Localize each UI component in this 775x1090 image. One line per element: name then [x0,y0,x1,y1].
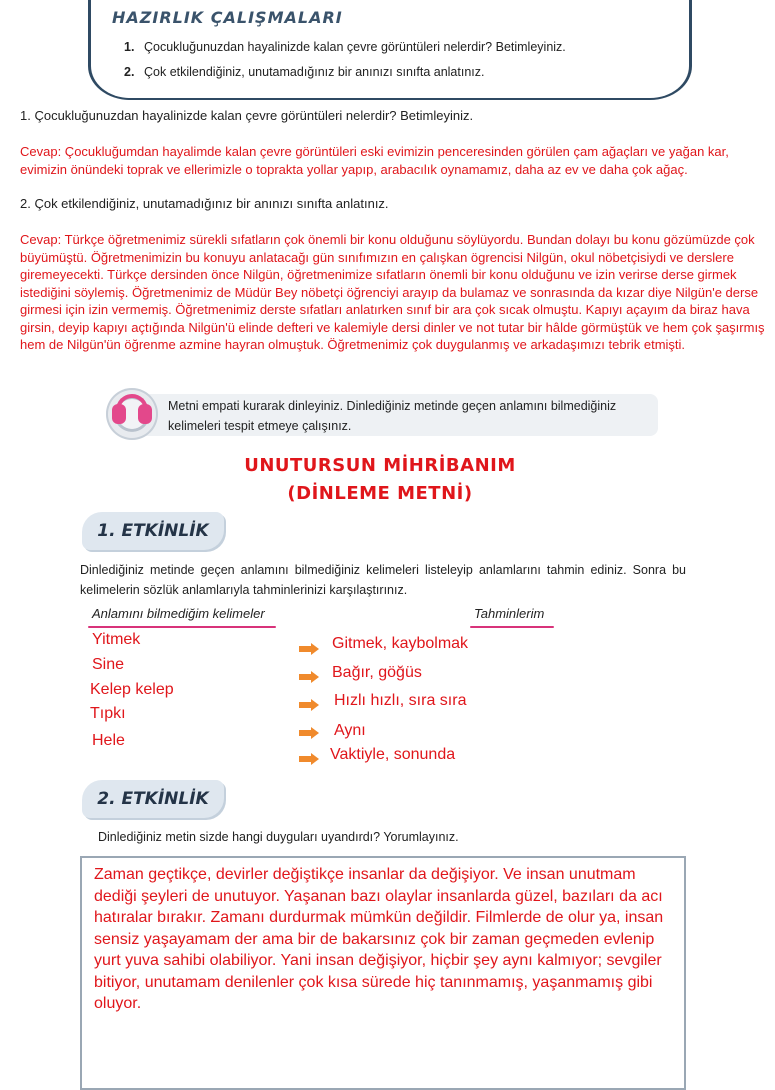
arrow-right-icon [298,752,320,766]
question-1: 1. Çocukluğunuzdan hayalinizde kalan çevre görüntüleri nelerdir? Betimleyiniz. [20,108,474,123]
title-line-2: (DİNLEME METNİ) [287,483,473,504]
arrow-right-icon [298,698,320,712]
preparation-item-text: Çok etkilendiğiniz, unutamadığınız bir anınızı sınıfta anlatınız. [144,65,485,79]
guess-item: Hızlı hızlı, sıra sıra [334,692,467,709]
arrow-right-icon [298,726,320,740]
word-item: Tıpkı [90,705,126,722]
preparation-item [124,65,484,79]
word-item: Hele [92,732,125,749]
guess-item: Bağır, göğüs [332,664,422,681]
column-header-guesses: Tahminlerim [474,606,545,621]
preparation-item-number: 1. [124,40,135,54]
column-header-words: Anlamını bilmediğim kelimeler [92,606,265,621]
arrow-right-icon [298,642,320,656]
column-header-underline [88,626,276,628]
headphone-cup-left [112,404,126,424]
headphone-cup-right [138,404,152,424]
preparation-title: HAZIRLIK ÇALIŞMALARI [112,8,343,27]
activity-1-label: 1. ETKİNLİK [97,521,209,541]
listening-instruction-text: Metni empati kurarak dinleyiniz. Dinlediğiniz metinde geçen anlamını bilmediğiniz kelimeleri tespit etmeye çalışınız. [168,399,617,433]
activity-2-label: 2. ETKİNLİK [97,789,209,809]
headphones-icon [106,388,158,440]
word-item: Kelep kelep [90,681,174,698]
word-item: Yitmek [92,631,141,648]
guess-item: Aynı [334,722,366,739]
question-2: 2. Çok etkilendiğiniz, unutamadığınız bir anınızı sınıfta anlatınız. [20,196,389,211]
title-line-1: UNUTURSUN MİHRİBANIM [244,455,516,476]
answer-1: Cevap: Çocukluğumdan hayalimde kalan çevre görüntüleri eski evimizin penceresinden görülen çam ağaçları ve yağan kar, evimizin önündeki toprak ve ellerimizle o toprakta yollar yapıp, arabacılık oynamamız, daha az ev ve daha çok ağaç. [20,144,729,177]
column-header-underline [470,626,554,628]
preparation-item-number: 2. [124,65,135,79]
activity-1-instruction: Dinlediğiniz metinde geçen anlamını bilmediğiniz kelimeleri listeleyip anlamlarını tahmin ediniz. Sonra bu kelimelerin sözlük anlamlarıyla tahminlerinizi karşılaştırınız. [80,563,686,597]
arrow-right-icon [298,670,320,684]
preparation-item [124,40,566,54]
preparation-item-text: Çocukluğunuzdan hayalinizde kalan çevre görüntüleri nelerdir? Betimleyiniz. [144,40,566,54]
answer-2: Cevap: Türkçe öğretmenimiz sürekli sıfatların çok önemli bir konu olduğunu söylüyordu. Bundan dolayı bu konu gözümüzde çok büyümüştü. Öğretmenimizin bu konuyu anlatacağı gün sınıfımızın en çalışkan ögrencisi Nilgün, okul nöbetçisiydi ve derslere giremeyecekti. Türkçe dersinden önce Nilgün, öğretmenimize sıfatların önemli bir konu olduğunu ve izin verirse derse girmek istediğini söylemiş. Öğretmenimiz de Müdür Bey nöbetçi öğrenciyi arayıp da bulamaz ve sonrasında da kızar diye Nilgün'e derse girmesi için izin vermemiş. Öğretmenimiz derste sıfatları anlatırken sınıf bir ara çok sıcak olmuştu. Kapıyı açayım da biraz hava girsin, deyip kapıyı açtığında Nilgün'ü elinde defteri ve kalemiyle dersi dinler ve not tutar bir hâlde görmüştük ve hem çok şaşırmış hem de Nilgün'ün öğrenme azmine hayran olmuştuk. Öğretmenimiz çok duygulanmış ve arkadaşımızı tebrik etmişti. [20,232,765,352]
word-item: Sine [92,656,125,673]
listening-text-title [180,452,580,508]
activity-2-instruction: Dinlediğiniz metin sizde hangi duyguları uyandırdı? Yorumlayınız. [98,830,459,844]
guess-item: Vaktiyle, sonunda [330,746,456,763]
guess-item: Gitmek, kaybolmak [332,635,469,652]
activity-2-answer: Zaman geçtikçe, devirler değiştikçe insanlar da değişiyor. Ve insan unutmam dediği şeyleri de unutuyor. Yaşanan bazı olaylar insanlarda güzel, bazıları da acı hatıralar bırakır. Zamanı durdurmak mümkün değildir. Filmlerde de olur ya, insan sensiz yaşayamam der ama bir de bakarsınız çok bir zaman geçmeden evlenip yurt yuva sahibi olabiliyor. Yani insan değişiyor, hiçbir şey aynı kalmıyor; sevgiler bitiyor, unutamam denilenler çok kısa sürede hiç tanınmamış, yaşanmamış gibi oluyor. [94,866,664,1012]
